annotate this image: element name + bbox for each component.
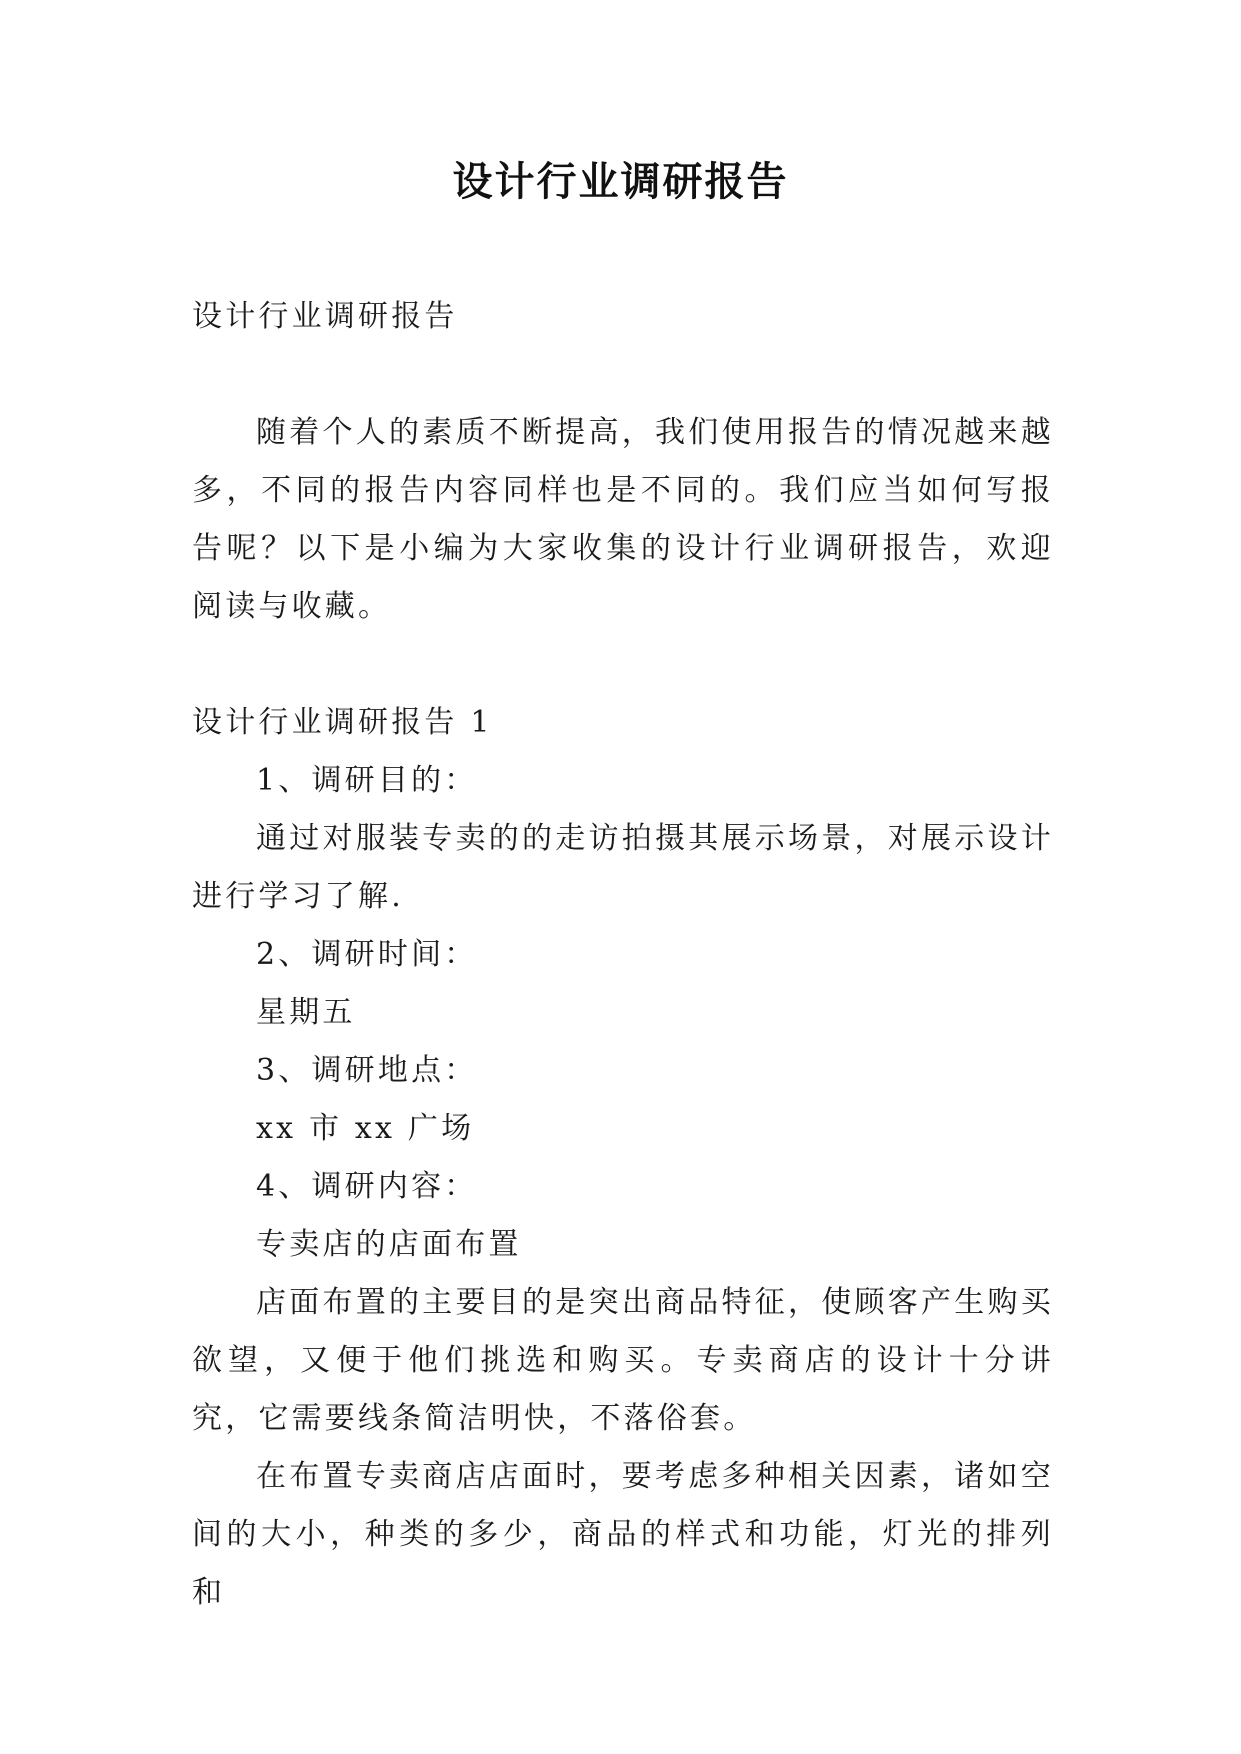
section-heading: 设计行业调研报告 1	[192, 705, 493, 740]
content-label: 4、调研内容：	[256, 1169, 478, 1204]
intro-paragraph: 随着个人的素质不断提高，我们使用报告的情况越来越多，不同的报告内容同样也是不同的。我们应当如何写报告呢？以下是小编为大家收集的设计行业调研报告，欢迎阅读与收藏。	[192, 415, 1054, 624]
purpose-text: 通过对服装专卖的的走访拍摄其展示场景，对展示设计进行学习了解.	[192, 821, 1054, 914]
spacer	[192, 636, 1054, 694]
place-text: xx 市 xx 广场	[256, 1111, 475, 1146]
document-subtitle: 设计行业调研报告	[192, 299, 458, 334]
paragraph-storefront: 店面布置的主要目的是突出商品特征，使顾客产生购买欲望，又便于他们挑选和购买。专卖商店的设计十分讲究，它需要线条简洁明快，不落俗套。	[192, 1285, 1054, 1436]
content-heading: 专卖店的店面布置	[256, 1227, 522, 1262]
purpose-label: 1、调研目的：	[256, 763, 478, 798]
place-label: 3、调研地点：	[256, 1053, 478, 1088]
time-label: 2、调研时间：	[256, 937, 478, 972]
document-title: 设计行业调研报告	[452, 159, 789, 205]
paragraph-layout-factors: 在布置专卖商店店面时，要考虑多种相关因素，诸如空间的大小，种类的多少，商品的样式和功能，灯光的排列和	[192, 1459, 1054, 1610]
spacer	[192, 346, 1054, 404]
time-text: 星期五	[256, 995, 356, 1030]
document-body	[192, 288, 1054, 1622]
